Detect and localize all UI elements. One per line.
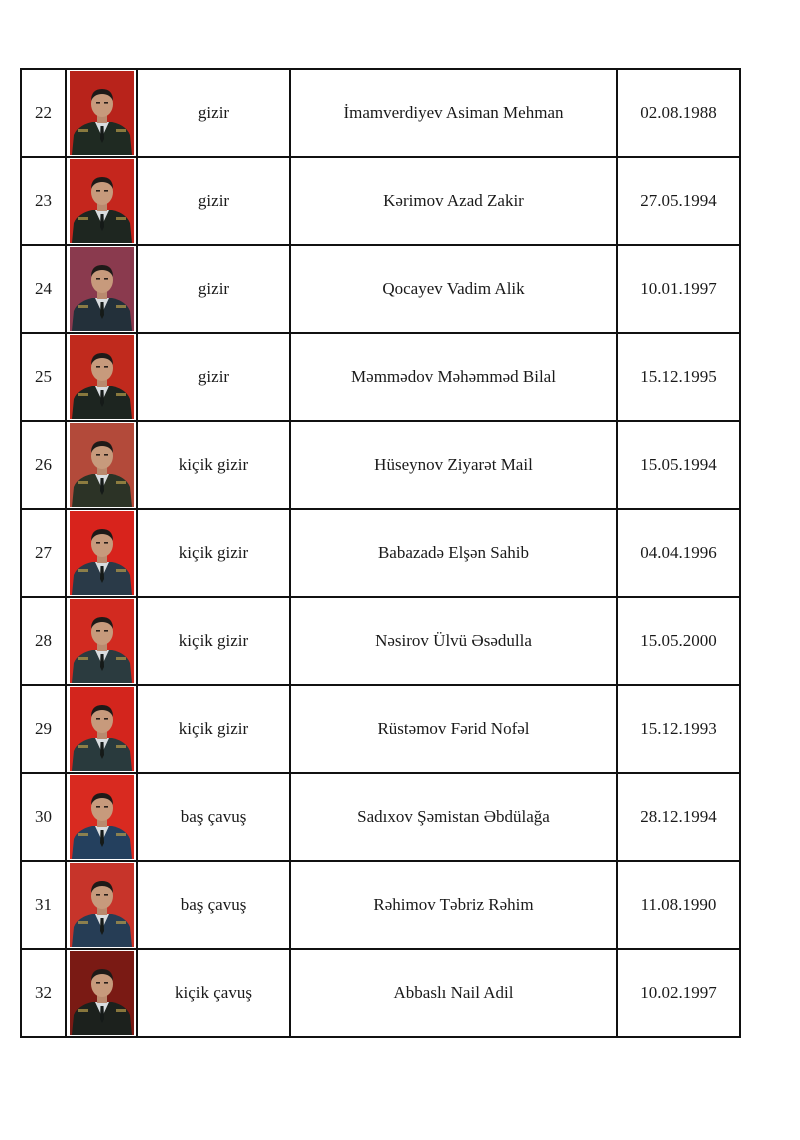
- table-row: [21, 69, 740, 157]
- table-row: [21, 421, 740, 509]
- full-name-cell: Hüseynov Ziyarət Mail: [290, 421, 617, 509]
- rank-cell: kiçik gizir: [137, 421, 290, 509]
- full-name-cell: Nəsirov Ülvü Əsədulla: [290, 597, 617, 685]
- table-row: [21, 245, 740, 333]
- portrait-cell: [66, 597, 137, 685]
- birth-date-cell: 28.12.1994: [617, 773, 740, 861]
- personnel-table: [20, 68, 741, 1038]
- rank-cell: kiçik gizir: [137, 685, 290, 773]
- portrait-cell: [66, 861, 137, 949]
- birth-date-cell: 02.08.1988: [617, 69, 740, 157]
- portrait-photo: [70, 687, 134, 771]
- rank-cell: kiçik çavuş: [137, 949, 290, 1037]
- rank-cell: gizir: [137, 333, 290, 421]
- full-name-cell: İmamverdiyev Asiman Mehman: [290, 69, 617, 157]
- portrait-cell: [66, 949, 137, 1037]
- rank-cell: gizir: [137, 245, 290, 333]
- full-name-cell: Kərimov Azad Zakir: [290, 157, 617, 245]
- birth-date-cell: 10.02.1997: [617, 949, 740, 1037]
- row-number: 24: [21, 245, 66, 333]
- rank-cell: gizir: [137, 157, 290, 245]
- rank-cell: kiçik gizir: [137, 509, 290, 597]
- rank-cell: gizir: [137, 69, 290, 157]
- row-number: 22: [21, 69, 66, 157]
- row-number: 32: [21, 949, 66, 1037]
- row-number: 25: [21, 333, 66, 421]
- birth-date-cell: 15.12.1995: [617, 333, 740, 421]
- portrait-photo: [70, 511, 134, 595]
- portrait-photo: [70, 71, 134, 155]
- table-row: [21, 509, 740, 597]
- row-number: 31: [21, 861, 66, 949]
- portrait-cell: [66, 509, 137, 597]
- portrait-photo: [70, 335, 134, 419]
- table-row: [21, 597, 740, 685]
- full-name-cell: Məmmədov Məhəmməd Bilal: [290, 333, 617, 421]
- portrait-cell: [66, 685, 137, 773]
- table-row: [21, 861, 740, 949]
- birth-date-cell: 15.05.1994: [617, 421, 740, 509]
- portrait-photo: [70, 951, 134, 1035]
- table-row: [21, 949, 740, 1037]
- row-number: 29: [21, 685, 66, 773]
- portrait-photo: [70, 159, 134, 243]
- row-number: 27: [21, 509, 66, 597]
- birth-date-cell: 15.05.2000: [617, 597, 740, 685]
- portrait-cell: [66, 773, 137, 861]
- birth-date-cell: 10.01.1997: [617, 245, 740, 333]
- birth-date-cell: 11.08.1990: [617, 861, 740, 949]
- birth-date-cell: 04.04.1996: [617, 509, 740, 597]
- rank-cell: baş çavuş: [137, 773, 290, 861]
- full-name-cell: Abbaslı Nail Adil: [290, 949, 617, 1037]
- portrait-photo: [70, 423, 134, 507]
- row-number: 26: [21, 421, 66, 509]
- portrait-cell: [66, 245, 137, 333]
- birth-date-cell: 15.12.1993: [617, 685, 740, 773]
- portrait-cell: [66, 421, 137, 509]
- portrait-photo: [70, 599, 134, 683]
- full-name-cell: Rəhimov Təbriz Rəhim: [290, 861, 617, 949]
- row-number: 30: [21, 773, 66, 861]
- portrait-cell: [66, 157, 137, 245]
- rank-cell: kiçik gizir: [137, 597, 290, 685]
- personnel-table-body: [21, 69, 740, 1037]
- full-name-cell: Babazadə Elşən Sahib: [290, 509, 617, 597]
- row-number: 23: [21, 157, 66, 245]
- portrait-photo: [70, 863, 134, 947]
- birth-date-cell: 27.05.1994: [617, 157, 740, 245]
- table-row: [21, 685, 740, 773]
- row-number: 28: [21, 597, 66, 685]
- portrait-photo: [70, 775, 134, 859]
- portrait-cell: [66, 69, 137, 157]
- table-row: [21, 773, 740, 861]
- full-name-cell: Rüstəmov Fərid Nofəl: [290, 685, 617, 773]
- portrait-cell: [66, 333, 137, 421]
- full-name-cell: Qocayev Vadim Alik: [290, 245, 617, 333]
- full-name-cell: Sadıxov Şəmistan Əbdülağa: [290, 773, 617, 861]
- table-row: [21, 333, 740, 421]
- portrait-photo: [70, 247, 134, 331]
- table-row: [21, 157, 740, 245]
- rank-cell: baş çavuş: [137, 861, 290, 949]
